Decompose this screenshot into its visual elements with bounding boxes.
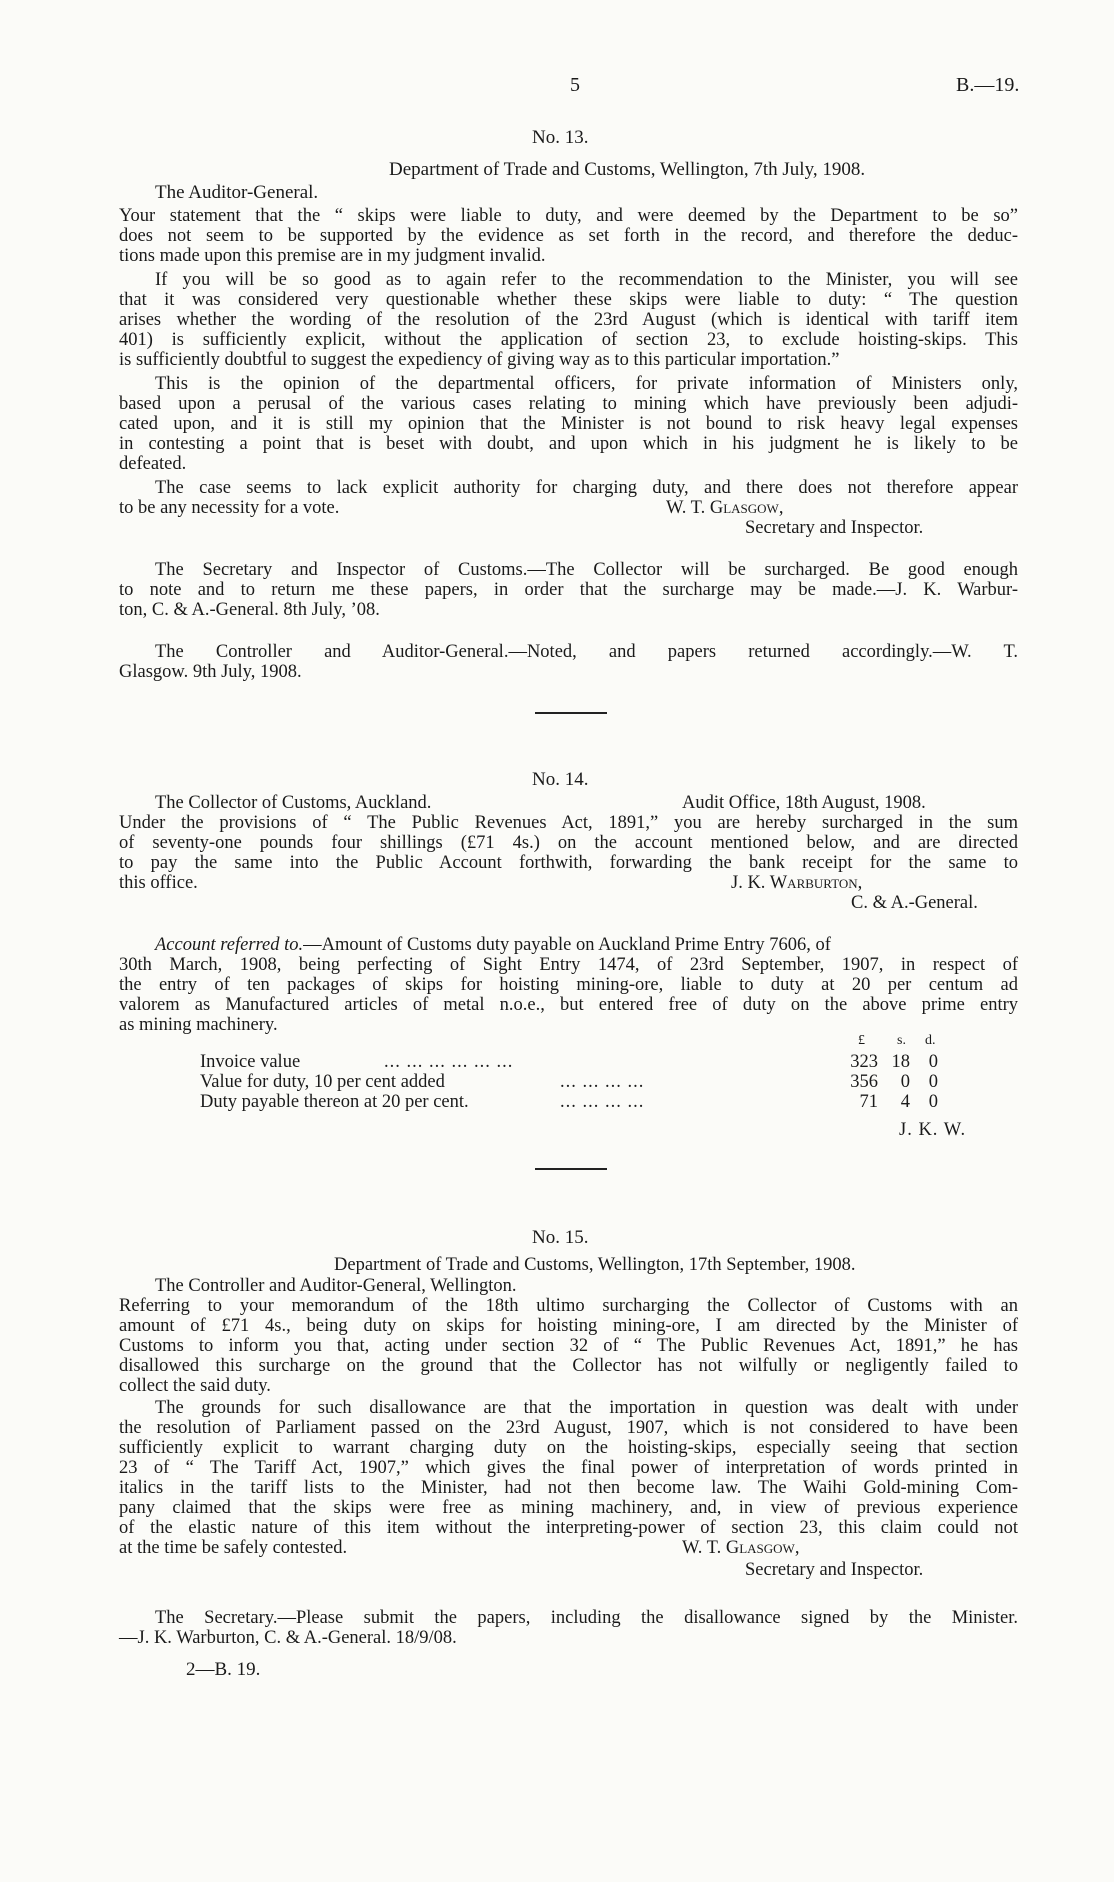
signature-no15: W. T. Glasgow, <box>682 1538 800 1558</box>
amount-pence: 0 <box>928 1072 938 1092</box>
paragraph-line: does not seem to be supported by the evidence as set forth in the record, and therefore the deduc- <box>119 226 1018 246</box>
amount-pounds: 71 <box>859 1092 878 1112</box>
paragraph-line: in contesting a point that is beset with doubt, and upon which in his judgment he is likely to be <box>119 434 1018 454</box>
section-divider <box>535 1168 607 1170</box>
minute-line: to note and to return me these papers, in order that the surcharge may be made.—J. K. Warbur- <box>119 580 1018 600</box>
row-label: Value for duty, 10 per cent added <box>200 1072 445 1092</box>
col-header-pounds: £ <box>858 1033 865 1048</box>
signature-no14: J. K. Warburton, <box>731 873 863 893</box>
account-line: 30th March, 1908, being perfecting of Sight Entry 1474, of 23rd September, 1907, in respect of <box>119 955 1018 975</box>
leader-dots: ... ... ... ... <box>560 1092 645 1112</box>
document-reference: B.—19. <box>956 74 1020 96</box>
section-title-no15: No. 15. <box>532 1227 589 1248</box>
paragraph-line: of the elastic nature of this item without the interpreting-power of section 23, this claim could not <box>119 1518 1018 1538</box>
amount-pounds: 356 <box>850 1072 878 1092</box>
paragraph-line: collect the said duty. <box>119 1376 271 1396</box>
amount-pence: 0 <box>928 1092 938 1112</box>
paragraph-line: Customs to inform you that, acting under section 32 of “ The Public Revenues Act, 1891,” he has <box>119 1336 1018 1356</box>
section-divider <box>535 712 607 714</box>
paragraph-line: pany claimed that the skips were free as mining machinery, and, in view of previous experience <box>119 1498 1018 1518</box>
amount-shillings: 0 <box>900 1072 910 1092</box>
paragraph-line: this office. <box>119 873 198 893</box>
signature-title-no13: Secretary and Inspector. <box>745 518 924 538</box>
paragraph-line: Under the provisions of “ The Public Revenues Act, 1891,” you are hereby surcharged in the sum <box>119 813 1018 833</box>
paragraph-line: Referring to your memorandum of the 18th ultimo surcharging the Collector of Customs with an <box>119 1296 1018 1316</box>
paragraph-line: is sufficiently doubtful to suggest the expediency of giving way as to this particular importation.” <box>119 350 840 370</box>
signature-no13: W. T. Glasgow, <box>666 498 784 518</box>
paragraph-line: The grounds for such disallowance are that the importation in question was dealt with under <box>155 1398 1018 1418</box>
signature-title-no15: Secretary and Inspector. <box>745 1560 924 1580</box>
amount-shillings: 18 <box>891 1052 910 1072</box>
account-line: valorem as Manufactured articles of metal n.o.e., but entered free of duty on the above prime entry <box>119 995 1018 1015</box>
dateline-no13: Department of Trade and Customs, Wellington, 7th July, 1908. <box>389 159 866 180</box>
paragraph-line: 23 of “ The Tariff Act, 1907,” which gives the final power of interpretation of words printed in <box>119 1458 1018 1478</box>
account-text: —Amount of Customs duty payable on Auckland Prime Entry 7606, of <box>303 935 831 955</box>
minute-line: —J. K. Warburton, C. & A.-General. 18/9/08. <box>119 1628 457 1648</box>
paragraph-line: arises whether the wording of the resolution of the 23rd August (which is identical with tariff item <box>119 310 1018 330</box>
paragraph-line: to pay the same into the Public Account forthwith, forwarding the bank receipt for the same to <box>119 853 1018 873</box>
addressee-no13: The Auditor-General. <box>155 182 319 203</box>
paragraph-line: that it was considered very questionable whether these skips were liable to duty: “ The question <box>119 290 1018 310</box>
col-header-shillings: s. <box>897 1033 906 1048</box>
minute-line: The Controller and Auditor-General.—Noted, and papers returned accordingly.—W. T. <box>155 642 1018 662</box>
paragraph-line: This is the opinion of the departmental officers, for private information of Ministers only, <box>155 374 1018 394</box>
paragraph-line: disallowed this surcharge on the ground that the Collector has not wilfully or negligently failed to <box>119 1356 1018 1376</box>
paragraph-line: the resolution of Parliament passed on the 23rd August, 1907, which is not considered to have been <box>119 1418 1018 1438</box>
paragraph-line: Your statement that the “ skips were liable to duty, and were deemed by the Department to be so” <box>119 206 1018 226</box>
paragraph-line: based upon a perusal of the various cases relating to mining which have previously been adjudi- <box>119 394 1018 414</box>
section-title-no13: No. 13. <box>532 127 589 148</box>
amount-pence: 0 <box>928 1052 938 1072</box>
minute-line: The Secretary.—Please submit the papers, including the disallowance signed by the Minister. <box>155 1608 1018 1628</box>
account-line: the entry of ten packages of skips for hoisting mining-ore, liable to duty at 20 per centum ad <box>119 975 1018 995</box>
row-label: Invoice value <box>200 1052 301 1072</box>
paragraph-line: italics in the tariff lists to the Minister, had not then become law. The Waihi Gold-mining Com- <box>119 1478 1018 1498</box>
amount-pounds: 323 <box>850 1052 878 1072</box>
page-number: 5 <box>570 74 580 96</box>
initials: J. K. W. <box>899 1120 967 1140</box>
paragraph-line: sufficiently explicit to warrant charging duty on the hoisting-skips, especially seeing that section <box>119 1438 1018 1458</box>
paragraph-line: cated upon, and it is still my opinion that the Minister is not bound to risk heavy legal expenses <box>119 414 1018 434</box>
leader-dots: ... ... ... ... ... ... <box>384 1052 514 1072</box>
paragraph-line: tions made upon this premise are in my judgment invalid. <box>119 246 546 266</box>
dateline-no14: Audit Office, 18th August, 1908. <box>682 793 926 813</box>
paragraph-line: defeated. <box>119 454 187 474</box>
account-label: Account referred to. <box>155 935 304 955</box>
addressee-no14: The Collector of Customs, Auckland. <box>155 793 432 813</box>
signature-mark: 2—B. 19. <box>186 1659 261 1680</box>
account-first-line <box>155 935 1018 955</box>
section-title-no14: No. 14. <box>532 769 589 790</box>
dateline-no15: Department of Trade and Customs, Wellington, 17th September, 1908. <box>334 1255 856 1275</box>
minute-line: ton, C. & A.-General. 8th July, ’08. <box>119 600 380 620</box>
paragraph-line: amount of £71 4s., being duty on skips for hoisting mining-ore, I am directed by the Minister of <box>119 1316 1018 1336</box>
col-header-pence: d. <box>925 1033 936 1048</box>
minute-line: The Secretary and Inspector of Customs.—The Collector will be surcharged. Be good enough <box>155 560 1018 580</box>
amount-shillings: 4 <box>900 1092 910 1112</box>
minute-line: Glasgow. 9th July, 1908. <box>119 662 302 682</box>
leader-dots: ... ... ... ... <box>560 1072 645 1092</box>
signature-title-no14: C. & A.-General. <box>851 893 978 913</box>
paragraph-line: The case seems to lack explicit authority for charging duty, and there does not therefore appear <box>155 478 1018 498</box>
paragraph-line: to be any necessity for a vote. <box>119 498 340 518</box>
paragraph-line: at the time be safely contested. <box>119 1538 348 1558</box>
paragraph-line: If you will be so good as to again refer to the recommendation to the Minister, you will see <box>155 270 1018 290</box>
account-line: as mining machinery. <box>119 1015 278 1035</box>
row-label: Duty payable thereon at 20 per cent. <box>200 1092 469 1112</box>
paragraph-line: 401) is sufficiently explicit, without the application of section 23, to exclude hoisting-skips. This <box>119 330 1018 350</box>
paragraph-line: of seventy-one pounds four shillings (£71 4s.) on the account mentioned below, and are directed <box>119 833 1018 853</box>
addressee-no15: The Controller and Auditor-General, Wellington. <box>155 1276 517 1296</box>
